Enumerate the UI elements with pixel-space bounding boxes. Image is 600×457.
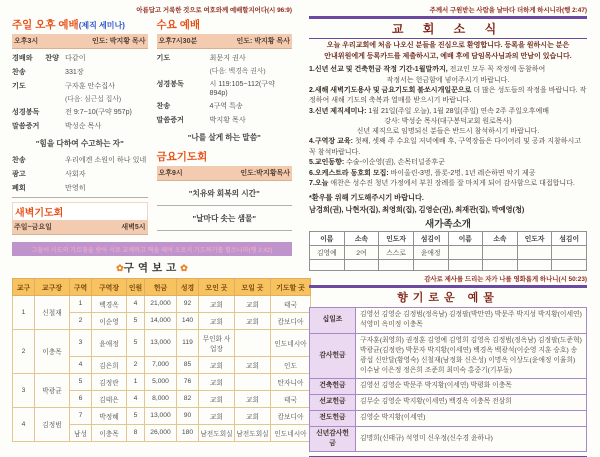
offering-type: 십일조 [310, 307, 356, 333]
divider [157, 230, 293, 231]
dawn-quote: "날마다 솟는 샘물" [192, 214, 257, 223]
service-row: 성경봉독 전 9:7~10(구약 957p) [12, 108, 132, 116]
table-row [310, 333, 587, 378]
divider [157, 205, 293, 206]
service-row: 말씀증거 박지황 목사 [156, 116, 246, 124]
service-row: 찬송 331장 [12, 68, 84, 76]
table-row: 4 김은희 2 7,000 85 교회 교회 인도 [13, 356, 311, 373]
sunday-service [12, 16, 148, 235]
news-item: 7.오늘 애찬은 성수진 청년 가정에서 부친 장례를 잘 마치게 되어 감사함으로 대접합니다. [309, 180, 575, 188]
acts-verse-banner: 그들이 사도의 가르침을 받아 서로 교제하고 떡을 떼며 오로지 기도하기를 힘쓰니라(행 2:42) [12, 242, 292, 256]
news-item: 3.신년 제직세미나: 1월 21일(주일 오늘), 1월 28일(주일) 연속 2주 주일오후예배 강사: 박성순 목사(대구봉덕교회 원로목사) 신년 제직으로 임명되신 분들은 반드시 참석하시기 바랍니다. [309, 107, 550, 136]
prayer-request-line: *환우를 위해 기도해주시기 바랍니다. [309, 192, 424, 202]
service-row: 찬송 4구역 특송 [156, 102, 243, 110]
table-row: 3 박광균 5 김정란 1 5,000 76 교회 탄자니아 [13, 373, 311, 390]
offerings-title: 향기로운 예물 [397, 291, 499, 304]
table-row: 6 김태은 4 8,000 82 교회 교회 태국 [13, 390, 311, 407]
table-header-row: 이름 소속 인도자 섬김이 이름 소속 인도자 섬김이 [310, 231, 587, 245]
sunday-leader: 인도: 박지황 목사 [91, 38, 146, 45]
table-row [310, 259, 587, 270]
friday-time-bar: 오후9시 인도:박지황목사 [157, 166, 293, 181]
friday-prayer-box [157, 149, 293, 181]
offering-type: 선교헌금 [310, 394, 356, 410]
sermon-title-quote: "나를 살게 하는 말씀" [187, 133, 261, 142]
table-row: 2 이순영 5 14,000 140 교회 교회 캄보디아 [13, 312, 311, 329]
service-row: 말씀증거 박성순 목사 [12, 122, 102, 130]
offering-type: 신년감사헌금 [310, 426, 356, 452]
flower-icon: ✿ [180, 262, 188, 273]
dawn-prayer-title: 새벽기도회 [12, 202, 148, 220]
table-row [310, 394, 587, 410]
offering-type: 건축헌금 [310, 378, 356, 394]
sunday-service-title: 주일 오후 예배(제직 세미나) [12, 19, 125, 31]
offering-names: 김영순 박지황(이세연) [356, 410, 587, 426]
header-verse: 아름답고 거룩한 것으로 여호와께 예배할지어다(시 96:9) [136, 7, 292, 14]
table-row: 남성 이충목 8 26,000 180 남전도회실 남전도회실 인도네시아 [13, 424, 311, 441]
news-item: 2.새해 새벽기도용사 및 금요기도회 불쏘시개일꾼으로 더 많은 성도들의 작정을 바랍니다. 작정하여 새해 기도의 축복과 열매를 받으시기 바랍니다. [309, 86, 587, 105]
wednesday-time-bar: 오후7시30분 인도: 박지황 목사 [157, 34, 293, 49]
service-row: 기도 최문지 권사 (다음: 백경옥 권사) [156, 54, 266, 75]
news-item: 6.오케스트라 동호회 모집: 바이올린-3명, 플롯-2명, 1년 레슨하면 악기 제공 [309, 169, 536, 177]
service-row: 성경봉독 시 119:105~112(구약 894p) [156, 80, 275, 97]
divider [12, 197, 148, 198]
district-report-title: ✿구역보고✿ [116, 261, 188, 274]
table-row: 김영예 2여 스스로 윤애정 [310, 245, 587, 259]
news-item: 4.구역장 교육: 첫째, 셋째 주 수요일 저녁예배 후, 구역장들은 다이어리 및 공과 지참하시고 꼭 참석바랍니다. [309, 138, 582, 156]
table-header-row: 교구 교구장 구역 구역장 인원 헌금 성경 모인 곳 모일 곳 기도할 곳 [13, 278, 311, 295]
wednesday-service [157, 16, 293, 235]
welcome-intro: 오늘 우리교회에 처음 나오신 분들을 진심으로 환영합니다. 등록을 원하시는 분은 안내위원에게 등록카드를 제출하시고, 예배 후에 담임목사님과의 만남이 있습니다. [324, 42, 572, 60]
bulletin-page-right [300, 0, 600, 447]
offering-names: 김무순 김영순 박지황(이세연) 백경옥 이충목 전삼희 [356, 394, 587, 410]
news-item: 5.교인동향: 수술-이순영(권), 손목터널증후군 [309, 159, 445, 167]
divider [309, 16, 587, 19]
service-row: 경배와 찬양 다같이 [12, 54, 86, 62]
table-row: 4 김정범 7 박정혜 5 13,000 90 교회 교회 캄보디아 [13, 407, 311, 424]
bulletin-page-left [0, 0, 307, 438]
news-item: 1.신년 선교 및 건축헌금 작정 기간-1월말까지, 전교인 모두 꼭 작정에 동참하여 작정서는 헌금함에 넣어주시기 바랍니다. [309, 66, 546, 84]
wednesday-service-title: 수요 예배 [156, 19, 200, 31]
sunday-time: 오후3시 [14, 38, 39, 45]
table-row [310, 307, 587, 333]
offering-type: 감사헌금 [310, 333, 356, 378]
offering-names: 구자훈(최영희) 권정훈 김영예 김영희 김영옥 김정범(정옥남) 김정팔(도준혁) 박광균(김정란) 박문자 박지황(이세연) 백경옥 백광석(이순영 지훈 승호) 송광섭 신안달(황영숙) 신철재(남정화 신은성) 이명옥 이상도(윤애정 이율희) 이수남 이은정 정은희 조준희 최미숙 홍중기(기부돌) [356, 333, 587, 378]
sunday-time-bar [12, 34, 148, 49]
new-family-title: 새가족소개 [425, 218, 471, 230]
offerings-table [309, 307, 587, 452]
district-report-table [12, 278, 311, 442]
offering-names: 김명희(신태규) 석영미 신우정(신수경 윤하나) [356, 426, 587, 452]
service-row: 찬송 우리에겐 소원이 하나 있네 [12, 156, 147, 164]
flower-icon: ✿ [116, 262, 124, 273]
table-row: 2 이충목 3 윤애정 5 13,000 119 무인화 사업장 인도네시아 [13, 329, 311, 356]
divider [309, 38, 587, 39]
friday-prayer-title: 금요기도회 [156, 151, 208, 163]
prayer-names: 남경희(권), 나현자(집), 최영희(집), 김영순(권), 최재관(집), 박예영(청) [309, 204, 525, 214]
dawn-time-bar: 주일~금요일 새벽5시 [12, 220, 148, 235]
table-row [310, 426, 587, 452]
divider [309, 285, 587, 288]
offering-names: 김영선 김영순 김정범(정옥남) 김정팔(박만연) 박문주 박지성 박지황(이세연) 석영미 옥미정 이충목 [356, 307, 587, 333]
dawn-prayer-box [12, 202, 148, 235]
friday-quote: "치유와 회복의 시간" [188, 189, 260, 198]
sunday-service-note: (제직 세미나) [78, 21, 125, 30]
table-row: 1 신철재 1 백경옥 4 21,000 92 교회 교회 태국 [13, 295, 311, 312]
services-section [12, 16, 292, 235]
table-row [310, 378, 587, 394]
church-news-title: 교 회 소 식 [391, 22, 505, 36]
service-row: 폐회 만영히 [12, 184, 86, 192]
new-family-table [309, 231, 587, 271]
thanksgiving-verse: 감사로 제사를 드리는 자가 나를 영화롭게 하나니(시 50:23) [424, 275, 587, 283]
offering-type: 전도헌금 [310, 410, 356, 426]
sermon-title-quote: "힘을 다하여 수고하는 자" [35, 139, 124, 148]
offering-names: 김영선 김영순 박문주 박지황(이세연) 박평화 이충목 [356, 378, 587, 394]
service-row: 광고 사회자 [12, 170, 86, 178]
header-verse: 주께서 구원받는 사람을 날마다 더하게 하시니라(행 2:47) [429, 7, 587, 14]
service-row: 기도 구자훈 안수집사 (다음: 심근섭 집사) [12, 82, 122, 103]
